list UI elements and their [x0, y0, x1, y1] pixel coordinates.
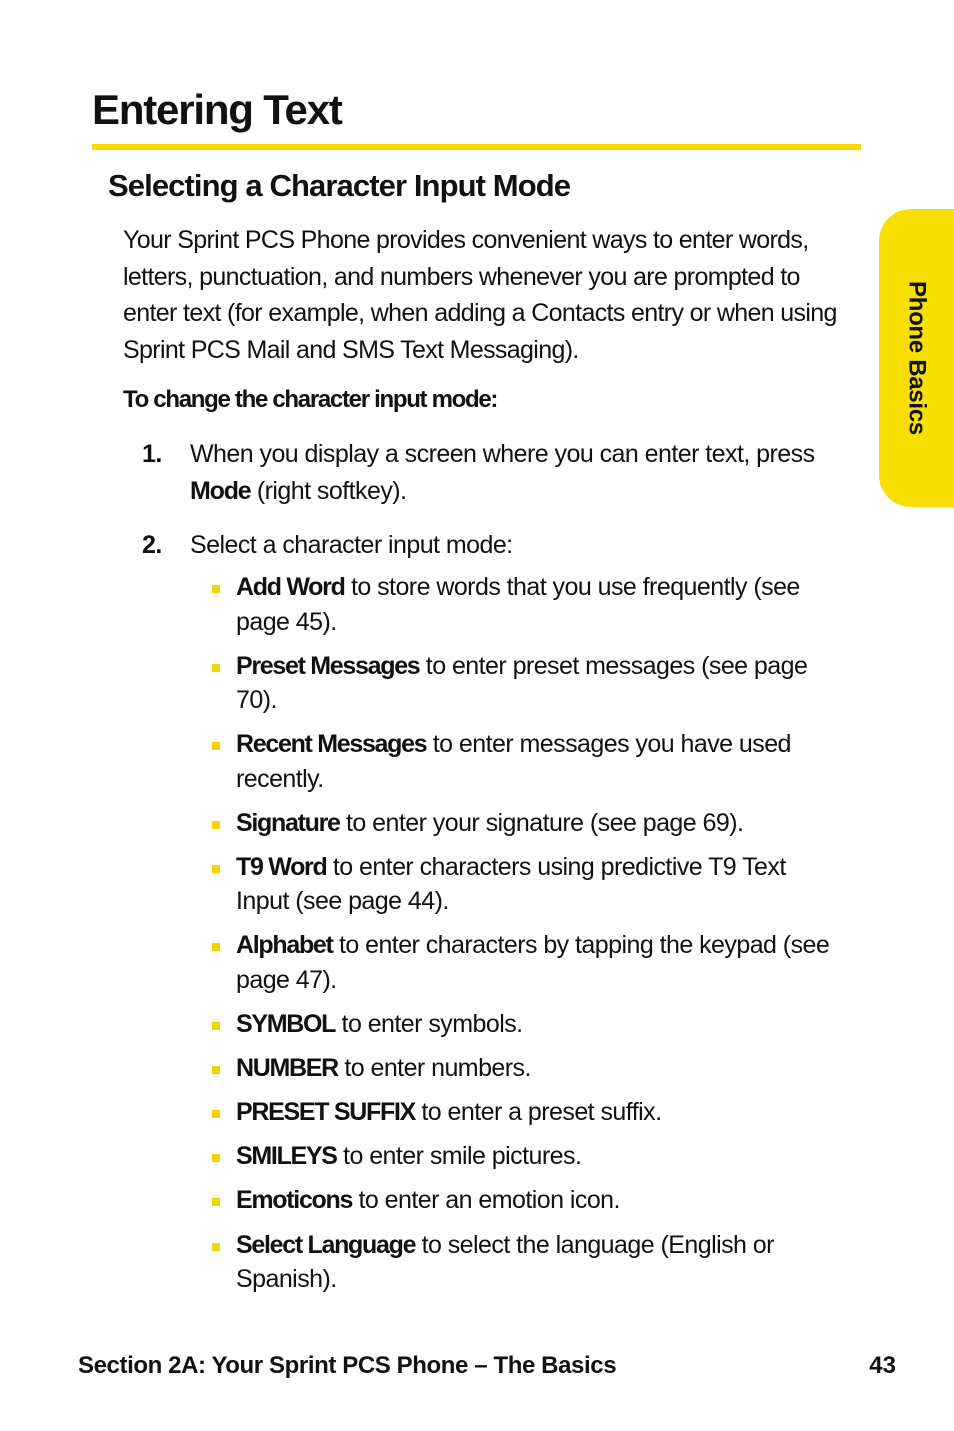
- mode-term: Preset Messages: [236, 651, 420, 680]
- mode-description: to enter symbols.: [335, 1010, 523, 1039]
- footer-section-title: Section 2A: Your Sprint PCS Phone – The Basics: [78, 1352, 617, 1379]
- list-item: [210, 1139, 838, 1174]
- instruction-heading: To change the character input mode:: [123, 386, 498, 413]
- intro-paragraph: Your Sprint PCS Phone provides convenient ways to enter words, letters, punctuation, and numbers whenever you are prompted to enter text (for example, when adding a Contacts entry or when using Sprint PCS Mail and SMS Text Messaging).: [123, 226, 837, 365]
- mode-term: Select Language: [236, 1230, 416, 1259]
- step-text: [190, 436, 842, 510]
- step-number: 1.: [142, 440, 162, 468]
- mode-term: SYMBOL: [236, 1010, 336, 1039]
- step-2: [142, 527, 842, 564]
- list-item: [210, 850, 838, 919]
- square-bullet-icon: [212, 585, 220, 593]
- list-item: [210, 727, 838, 796]
- list-item: [210, 1228, 838, 1297]
- mode-description: to enter characters by tapping the keypad (see page 47).: [236, 931, 830, 994]
- square-bullet-icon: [212, 1198, 220, 1206]
- list-item: [210, 649, 838, 718]
- list-item: [210, 1183, 838, 1218]
- side-tab: [879, 209, 954, 507]
- section-heading: Selecting a Character Input Mode: [108, 168, 571, 203]
- mode-description: to enter preset messages (see page 70).: [236, 651, 808, 715]
- mode-term: Signature: [236, 808, 340, 837]
- square-bullet-icon: [212, 1110, 220, 1118]
- list-item: [210, 1095, 838, 1130]
- mode-description: to enter your signature (see page 69).: [339, 808, 744, 837]
- square-bullet-icon: [212, 821, 220, 829]
- square-bullet-icon: [212, 1022, 220, 1030]
- page-number: 43: [869, 1352, 896, 1379]
- square-bullet-icon: [212, 664, 220, 672]
- input-mode-list: [210, 570, 838, 1306]
- mode-description: to enter characters using predictive T9 Text Input (see page 44).: [236, 852, 786, 916]
- step-text: [190, 527, 842, 564]
- list-item: [210, 806, 838, 841]
- mode-description: to enter messages you have used recently.: [236, 730, 791, 793]
- square-bullet-icon: [212, 865, 220, 873]
- list-item: [210, 570, 838, 639]
- square-bullet-icon: [212, 943, 220, 951]
- mode-description: to enter a preset suffix.: [414, 1098, 662, 1127]
- mode-term: SMILEYS: [236, 1142, 337, 1171]
- page-title: Entering Text: [92, 86, 342, 133]
- step-1: [142, 436, 842, 510]
- list-item: [210, 1007, 838, 1042]
- side-tab-label: Phone Basics: [903, 281, 931, 435]
- list-item: [210, 928, 838, 997]
- mode-softkey-label: Mode: [190, 477, 251, 505]
- mode-description: to enter an emotion icon.: [352, 1186, 620, 1215]
- mode-description: to enter numbers.: [337, 1054, 531, 1083]
- mode-term: Add Word: [236, 573, 345, 601]
- mode-description: to select the language (English or Spanish).: [236, 1230, 774, 1294]
- mode-term: Alphabet: [236, 931, 333, 960]
- step-number: 2.: [142, 531, 162, 559]
- mode-description: to enter smile pictures.: [336, 1142, 582, 1171]
- step-text-before: Select a character input mode:: [190, 531, 513, 559]
- mode-description: to store words that you use frequently (see page 45).: [236, 573, 800, 636]
- mode-term: T9 Word: [236, 852, 327, 881]
- title-underline: [92, 144, 861, 150]
- square-bullet-icon: [212, 1243, 220, 1251]
- list-item: [210, 1051, 838, 1086]
- step-text-before: When you display a screen where you can enter text, press: [190, 440, 815, 468]
- step-text-after: (right softkey).: [250, 477, 407, 505]
- mode-term: Recent Messages: [236, 730, 427, 759]
- mode-term: Emoticons: [236, 1186, 353, 1215]
- mode-term: PRESET SUFFIX: [236, 1098, 415, 1127]
- mode-term: NUMBER: [236, 1054, 338, 1083]
- square-bullet-icon: [212, 742, 220, 750]
- square-bullet-icon: [212, 1066, 220, 1074]
- square-bullet-icon: [212, 1154, 220, 1162]
